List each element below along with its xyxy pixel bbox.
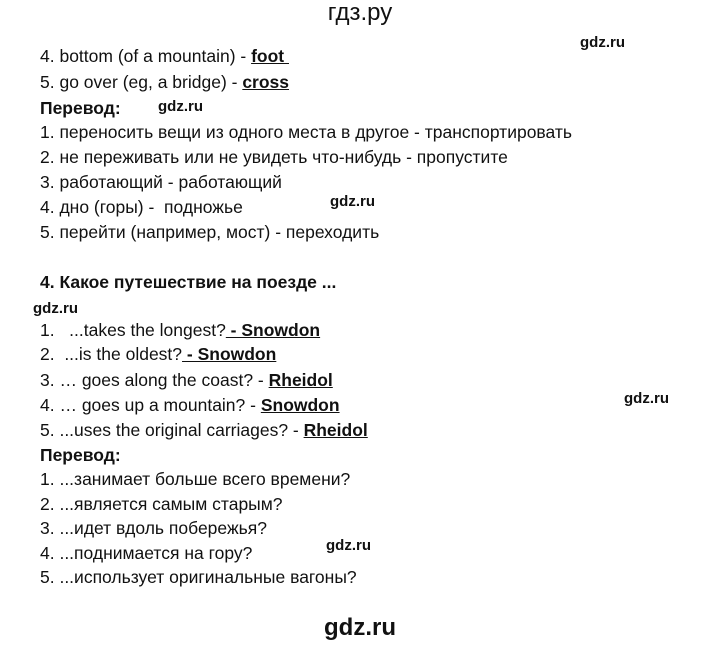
answer-word: foot	[251, 46, 289, 66]
answer-word: Snowdon	[260, 395, 340, 415]
answer-word: - Snowdon	[182, 344, 277, 364]
translation-heading: Перевод:	[40, 98, 121, 118]
watermark: gdz.ru	[158, 98, 203, 115]
footer-logo: gdz.ru	[324, 614, 396, 641]
translation-line: 2. ...является самым старым?	[40, 494, 283, 514]
answer-line: 1. ...takes the longest? - Snowdon	[40, 320, 321, 340]
answer-line: 5. ...uses the original carriages? - Rheidol	[40, 420, 368, 440]
answer-line: 5. go over (eg, a bridge) - cross	[40, 72, 290, 92]
watermark: gdz.ru	[580, 34, 625, 51]
translation-line: 3. работающий - работающий	[40, 172, 282, 192]
answer-line: 2. ...is the oldest? - Snowdon	[40, 344, 277, 364]
translation-line: 1. переносить вещи из одного места в другое - транспортировать	[40, 122, 573, 142]
translation-line: 1. ...занимает больше всего времени?	[40, 469, 351, 489]
answer-word: cross	[242, 72, 290, 92]
watermark: gdz.ru	[33, 300, 78, 317]
translation-line: 3. ...идет вдоль побережья?	[40, 518, 267, 538]
answer-line: 3. … goes along the coast? - Rheidol	[40, 370, 333, 390]
translation-line: 4. ...поднимается на гору?	[40, 543, 253, 563]
translation-line: 5. ...использует оригинальные вагоны?	[40, 567, 357, 587]
translation-line: 2. не переживать или не увидеть что-нибудь - пропустите	[40, 147, 508, 167]
answer-line: 4. bottom (of a mountain) - foot	[40, 46, 289, 66]
translation-line: 4. дно (горы) - подножье	[40, 197, 243, 217]
watermark: gdz.ru	[326, 537, 371, 554]
translation-line: 5. перейти (например, мост) - переходить	[40, 222, 380, 242]
watermark: gdz.ru	[624, 390, 669, 407]
answer-line: 4. … goes up a mountain? - Snowdon	[40, 395, 340, 415]
section-heading: 4. Какое путешествие на поезде ...	[40, 272, 337, 292]
translation-heading: Перевод:	[40, 445, 121, 465]
answer-word: Rheidol	[303, 420, 368, 440]
watermark: gdz.ru	[330, 193, 375, 210]
answer-word: - Snowdon	[225, 320, 321, 340]
answer-word: Rheidol	[268, 370, 333, 390]
page-title: гдз.ру	[327, 0, 393, 26]
